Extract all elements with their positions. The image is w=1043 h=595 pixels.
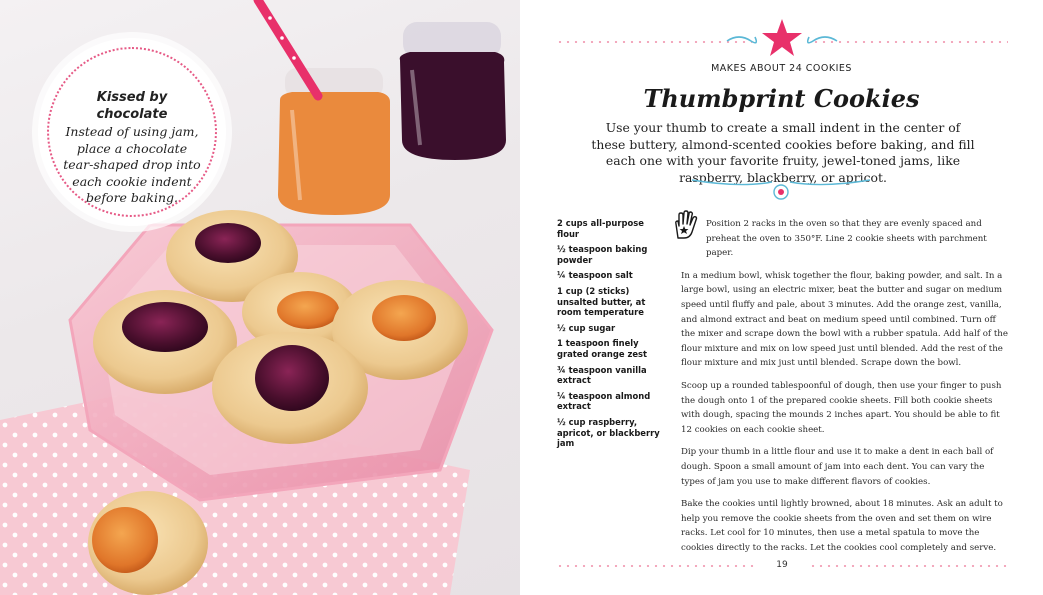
recipe-title: Thumbprint Cookies	[643, 84, 920, 113]
ingredient-list	[557, 218, 661, 454]
star-icon	[760, 18, 804, 58]
ingredient-item: ¼ teaspoon almond extract	[557, 390, 651, 412]
divider-ornament	[690, 176, 872, 206]
header-dots-left	[556, 41, 752, 43]
recipe-step: Scoop up a rounded tablespoonful of dough, then use your finger to push the dough onto 1 of the prepared cookie sheets. Fill both cookie sheets with dough, spacing the mounds 2 inches apart. You should be able to fit 12 cookies on each cookie sheet.	[681, 380, 1002, 435]
ingredient-item: ½ teaspoon baking powder	[557, 244, 648, 265]
ingredient-item: ½ cup sugar	[557, 322, 616, 333]
page-number: 19	[776, 560, 788, 570]
recipe-steps	[681, 217, 1008, 563]
swirl-right	[803, 32, 839, 50]
footer-dots-right	[809, 565, 1009, 567]
ingredient-item: 2 cups all-purpose flour	[557, 218, 644, 239]
ingredient-item: ¼ teaspoon salt	[557, 270, 633, 281]
recipe-intro: Use your thumb to create a small indent in the center of these buttery, almond-scented cookies before baking, and fill each one with your favorite fruity, jewel-toned jams, like raspberry, blackberry, or apricot.	[591, 120, 975, 185]
tip-body: Instead of using jam, place a chocolate tear-shaped drop into each cookie indent before baking.	[63, 124, 201, 205]
recipe-yield: MAKES ABOUT 24 COOKIES	[711, 63, 852, 74]
ingredient-item: 1 teaspoon finely grated orange zest	[557, 338, 648, 359]
apricot-jar	[258, 0, 390, 215]
cookie	[88, 491, 208, 595]
footer-dots-left	[556, 565, 754, 567]
header-dots-right	[812, 41, 1008, 43]
ingredient-item: 1 cup (2 sticks) unsalted butter, at room temperature	[557, 285, 646, 318]
tip-title: Kissed by chocolate	[96, 90, 168, 122]
recipe-step: In a medium bowl, whisk together the flour, baking powder, and salt. In a large bowl, using an electric mixer, beat the butter and sugar on medium speed until fluffy and pale, about 3 minutes. Add the orange zest, vanilla, and almond extract and beat on medium speed until combined. Turn off the mixer and scrape down the bowl with a rubber spatula. Add half of the flour mixture and mix on low speed just until blended. Add the rest of the flour mixture and mix just until blended. Scrape down the bowl.	[681, 270, 1008, 369]
recipe-photo	[0, 0, 520, 595]
recipe-step: Position 2 racks in the oven so that they are evenly spaced and preheat the oven to 350°F. Line 2 cookie sheets with parchment paper.	[706, 219, 987, 259]
cookie	[212, 332, 368, 444]
tip-text	[60, 90, 204, 207]
ingredient-item: ¾ teaspoon vanilla extract	[557, 364, 647, 386]
swirl-left	[725, 32, 761, 50]
recipe-step: Bake the cookies until lightly browned, about 18 minutes. Ask an adult to help you remove the cookie sheets from the oven and set them on wire racks. Let cool for 10 minutes, then use a metal spatula to move the cookies directly to the racks. Let the cookies cool completely and serve.	[681, 499, 1003, 553]
recipe-page	[520, 0, 1043, 595]
blackberry-jar	[400, 22, 506, 160]
ingredient-item: ½ cup raspberry, apricot, or blackberry jam	[557, 416, 660, 449]
tip-badge	[38, 38, 226, 226]
recipe-step: Dip your thumb in a little flour and use it to make a dent in each ball of dough. Spoon a small amount of jam into each dent. You can vary the types of jam you use to make different flavors of cookies.	[681, 447, 994, 487]
